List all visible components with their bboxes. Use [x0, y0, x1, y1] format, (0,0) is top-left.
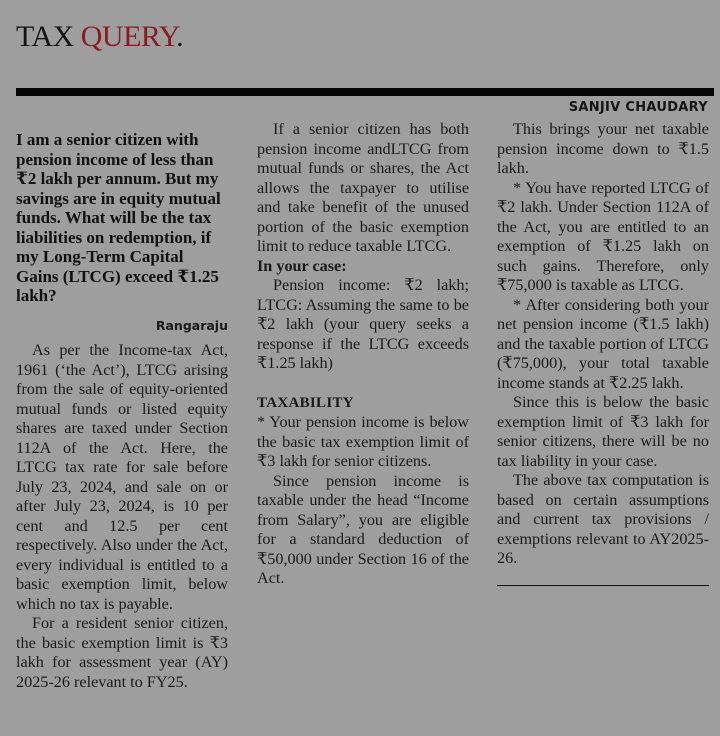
- section-title-query: QUERY: [80, 20, 177, 53]
- answer-paragraph-5: * Your pension income is below the basic tax exemption limit of ₹3 lakh for senior citizens.: [257, 413, 469, 470]
- section-title-period: .: [176, 20, 184, 53]
- case-heading: In your case:: [257, 256, 347, 275]
- reader-question: I am a senior citizen with pension income of less than ₹2 lakh per annum. But my savings are in equity mutual funds. What will be the tax liabilities on redemption, if my Long-Term Capital Gains (LTCG) exceed ₹1.25 lakh?: [16, 130, 221, 305]
- answer-paragraph-11: The above tax computation is based on certain assumptions and current tax provisions / exemptions relevant to AY2025-26.: [497, 471, 709, 567]
- taxability-heading: TAXABILITY: [257, 394, 354, 411]
- answer-paragraph-9: * After considering both your net pension income (₹1.5 lakh) and the taxable portion of LTCG (₹75,000), your total taxable income stands at ₹2.25 lakh.: [497, 295, 709, 392]
- answer-paragraph-6: Since pension income is taxable under the head “Income from Salary”, you are eligible for a standard deduction of ₹50,000 under Section 16 of the Act.: [257, 471, 469, 587]
- column-3: [497, 120, 709, 586]
- answer-paragraph-2: For a resident senior citizen, the basic exemption limit is ₹3 lakh for assessment year (AY) 2025-26 relevant to FY25.: [16, 614, 228, 691]
- section-title: [16, 22, 183, 52]
- answer-paragraph-7: This brings your net taxable pension income down to ₹1.5 lakh.: [497, 120, 709, 177]
- question-asker: Rangaraju: [155, 317, 228, 333]
- column-1: [16, 130, 228, 692]
- header-rule: [16, 88, 714, 96]
- column-2: [257, 120, 469, 589]
- answer-paragraph-8: * You have reported LTCG of ₹2 lakh. Under Section 112A of the Act, you are entitled to an exemption of ₹1.25 lakh on such gains. Therefore, only ₹75,000 is taxable as LTCG.: [497, 178, 709, 294]
- answer-paragraph-10: Since this is below the basic exemption limit of ₹3 lakh for senior citizens, there will be no tax liability in your case.: [497, 393, 709, 470]
- author-byline: SANJIV CHAUDARY: [568, 100, 708, 115]
- section-title-tax: TAX: [16, 20, 81, 53]
- answer-paragraph-4: Pension income: ₹2 lakh; LTCG: Assuming the same to be ₹2 lakh (your query seeks a response if the LTCG exceeds ₹1.25 lakh): [257, 276, 469, 372]
- answer-paragraph-3: If a senior citizen has both pension income andLTCG from mutual funds or shares, the Act allows the taxpayer to utilise and take benefit of the unused portion of the basic exemption limit to reduce taxable LTCG.: [257, 120, 469, 255]
- answer-paragraph-1: As per the Income-tax Act, 1961 (‘the Act’), LTCG arising from the sale of equity-oriented mutual funds or listed equity shares are taxed under Section 112A of the Act. Here, the LTCG tax rate for sale before July 23, 2024, and sale on or after July 23, 2024, is 10 per cent and 12.5 per cent respectively. Also under the Act, every individual is entitled to a basic exemption limit, below which no tax is payable.: [16, 341, 228, 613]
- end-rule: [497, 585, 709, 586]
